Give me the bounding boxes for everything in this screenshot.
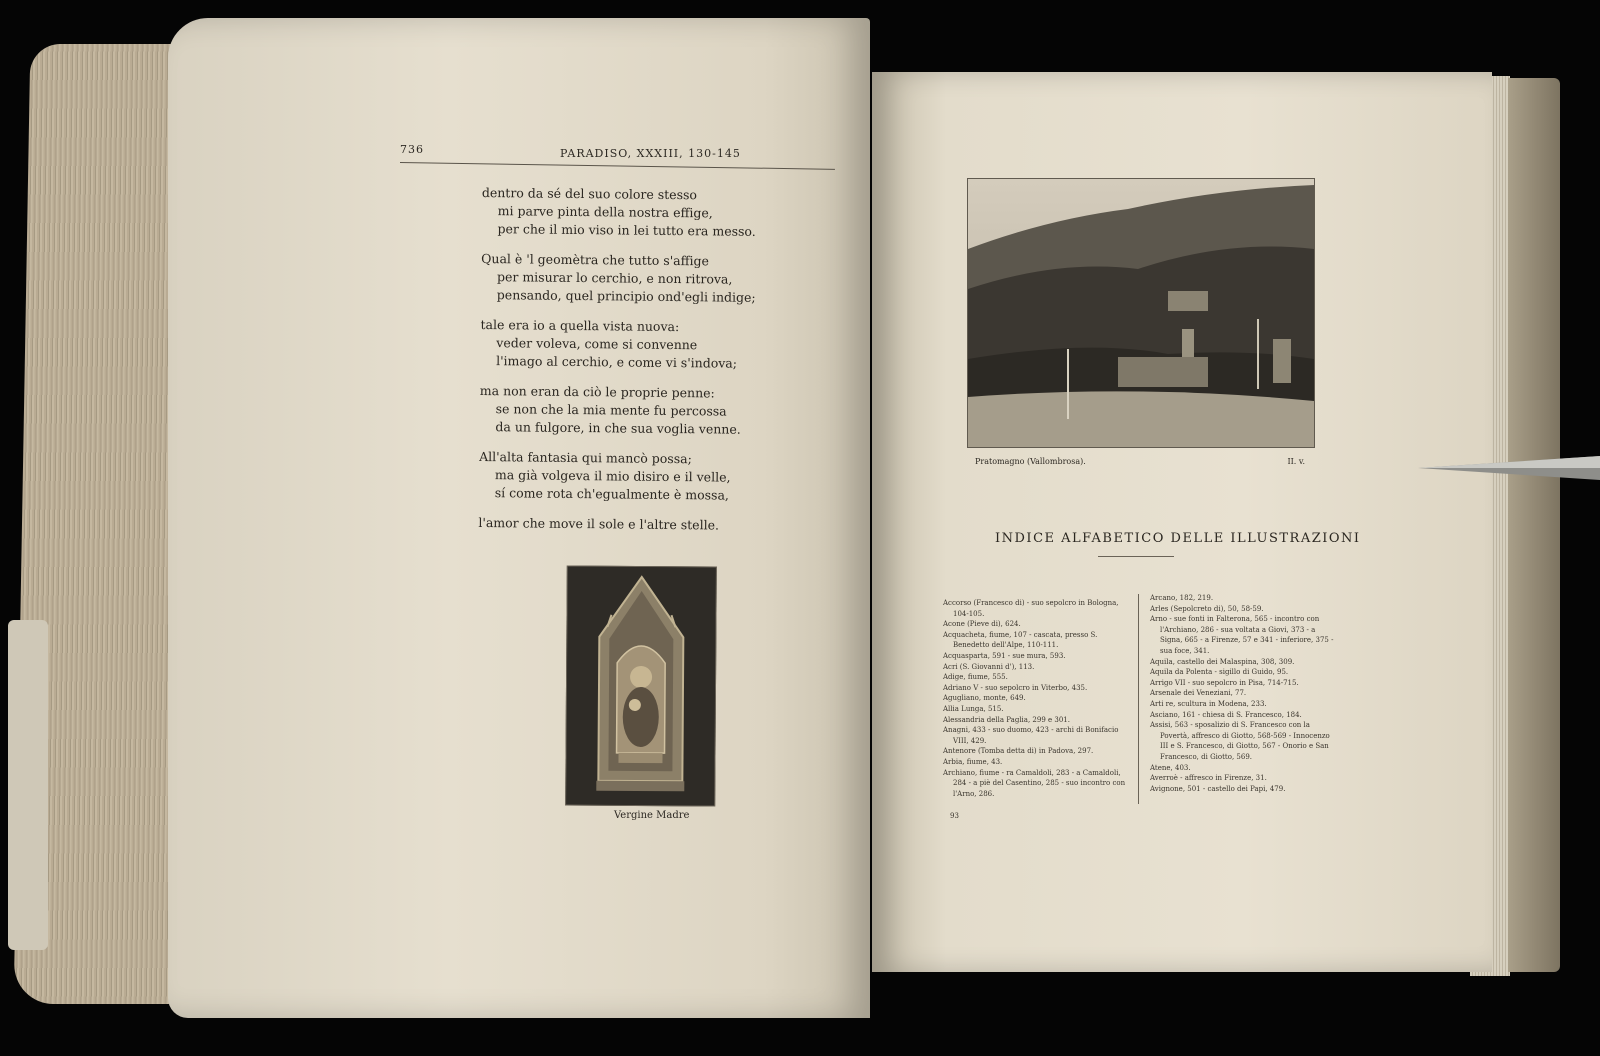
index-entry: Acri (S. Giovanni d'), 113. — [943, 662, 1035, 671]
madonna-caption: Vergine Madre — [614, 810, 690, 821]
poem-line: l'imago al cerchio, e come vi s'indova; — [496, 353, 738, 371]
poem-stanza — [481, 250, 802, 307]
index-entry: Arcano, 182, 219. — [1150, 594, 1214, 602]
right-page-number: 93 — [950, 812, 959, 820]
left-page-number: 736 — [400, 143, 424, 156]
index-entry: Acone (Pieve di), 624. — [943, 620, 1021, 629]
index-entry: Acquacheta, fiume, 107 - cascata, presso S. Benedetto dell'Alpe, 110-111. — [943, 630, 1098, 650]
poem-line: mi parve pinta della nostra effige, — [497, 203, 713, 221]
poem-stanza — [480, 316, 801, 373]
index-entry: Atene, 403. — [1150, 763, 1191, 772]
index-title: INDICE ALFABETICO DELLE ILLUSTRAZIONI — [995, 531, 1361, 546]
landscape-caption — [975, 457, 1305, 466]
index-entry: Accorso (Francesco di) - suo sepolcro in Bologna, 104-105. — [943, 599, 1119, 618]
landscape-picture — [968, 179, 1314, 447]
index-entry: Avignone, 501 - castello dei Papi, 479. — [1150, 784, 1286, 793]
landscape-caption-ref: II. v. — [1287, 457, 1305, 466]
index-entry: Allia Lunga, 515. — [943, 704, 1004, 713]
index-entry: Arbia, fiume, 43. — [943, 757, 1003, 766]
index-entry: Arles (Sepolcreto di), 50, 58-59. — [1150, 604, 1264, 613]
running-head-title: PARADISO, XXXIII, 130-145 — [560, 147, 741, 160]
index-entry: Averroè - affresco in Firenze, 31. — [1150, 774, 1267, 783]
index-column-1 — [943, 598, 1131, 799]
index-entry: Acquasparta, 591 - sue mura, 593. — [943, 651, 1066, 660]
index-entry: Arrigo VII - suo sepolcro in Pisa, 714-715. — [1150, 678, 1299, 687]
index-entry: Adige, fiume, 555. — [943, 673, 1008, 682]
poem-line: per misurar lo cerchio, e non ritrova, — [496, 269, 733, 287]
poem-line: pensando, quel principio ond'egli indige; — [496, 287, 756, 305]
index-entry: Arti re, scultura in Modena, 233. — [1150, 699, 1267, 708]
right-cover — [1508, 78, 1560, 972]
poem-line: dentro da sé del suo colore stesso — [481, 184, 698, 203]
poem-stanza — [481, 184, 802, 241]
index-entry: Antenore (Tomba detta di) in Padova, 297. — [943, 747, 1094, 756]
poem-stanza — [479, 448, 800, 505]
poem-line: da un fulgore, in che sua voglia venne. — [495, 419, 741, 437]
landscape-plate — [967, 178, 1315, 448]
index-entry: Assisi, 563 - sposalizio di S. Francesco con la Povertà, affresco di Giotto, 568-569 - Innocenzo III e S. Francesco, di Giotto, 567 - Onorio e San Francesco, di Giotto, 569. — [1150, 721, 1330, 761]
poem-stanza — [478, 514, 798, 535]
madonna-picture — [566, 566, 716, 805]
poem-line: l'amor che move il sole e l'altre stelle. — [478, 514, 720, 533]
landscape-caption-title: Pratomagno (Vallombrosa). — [975, 457, 1086, 466]
index-entry: Alessandria della Paglia, 299 e 301. — [943, 715, 1070, 724]
poem-line: ma non eran da ciò le proprie penne: — [479, 382, 715, 401]
index-entry: Arno - sue fonti in Falterona, 565 - incontro con l'Archiano, 286 - sua voltata a Giovi, 373 - a Signa, 665 - a Firenze, 57 e 341 - inferiore, 375 - sua foce, 341. — [1150, 615, 1334, 655]
letter-opener-blade — [1418, 452, 1600, 484]
poem-line: veder voleva, come si convenne — [496, 335, 698, 353]
index-column-2 — [1150, 593, 1338, 794]
index-entry: Aquila, castello dei Malaspina, 308, 309. — [1150, 657, 1295, 666]
index-entry: Agugliano, monte, 649. — [943, 694, 1026, 703]
index-entry: Adriano V - suo sepolcro in Viterbo, 435. — [943, 683, 1088, 692]
poem-line: tale era io a quella vista nuova: — [480, 316, 680, 335]
poem-line: per che il mio viso in lei tutto era messo. — [497, 221, 756, 239]
poem-line: All'alta fantasia qui mancò possa; — [479, 448, 692, 467]
index-entry: Anagni, 433 - suo duomo, 423 - archi di Bonifacio VIII, 429. — [943, 726, 1119, 745]
poem-line: sí come rota ch'egualmente è mossa, — [494, 485, 730, 503]
poem-text — [478, 184, 802, 547]
index-title-rule — [1098, 556, 1174, 557]
index-entry: Archiano, fiume - ra Camaldoli, 283 - a Camaldoli, 284 - a piè del Casentino, 285 - suo incontro con l'Arno, 286. — [943, 768, 1126, 798]
poem-line: se non che la mia mente fu percossa — [495, 401, 727, 419]
index-entry: Aquila da Polenta - sigillo di Guido, 95. — [1150, 668, 1289, 677]
index-column-divider — [1138, 594, 1139, 804]
index-entry: Arsenale dei Veneziani, 77. — [1150, 689, 1247, 698]
left-cover-edge — [8, 620, 48, 950]
madonna-plate — [565, 565, 717, 806]
poem-stanza — [479, 382, 800, 439]
index-entry: Asciano, 161 - chiesa di S. Francesco, 184. — [1150, 710, 1302, 719]
poem-line: ma già volgeva il mio disiro e il velle, — [494, 467, 731, 485]
poem-line: Qual è 'l geomètra che tutto s'affige — [481, 250, 710, 269]
